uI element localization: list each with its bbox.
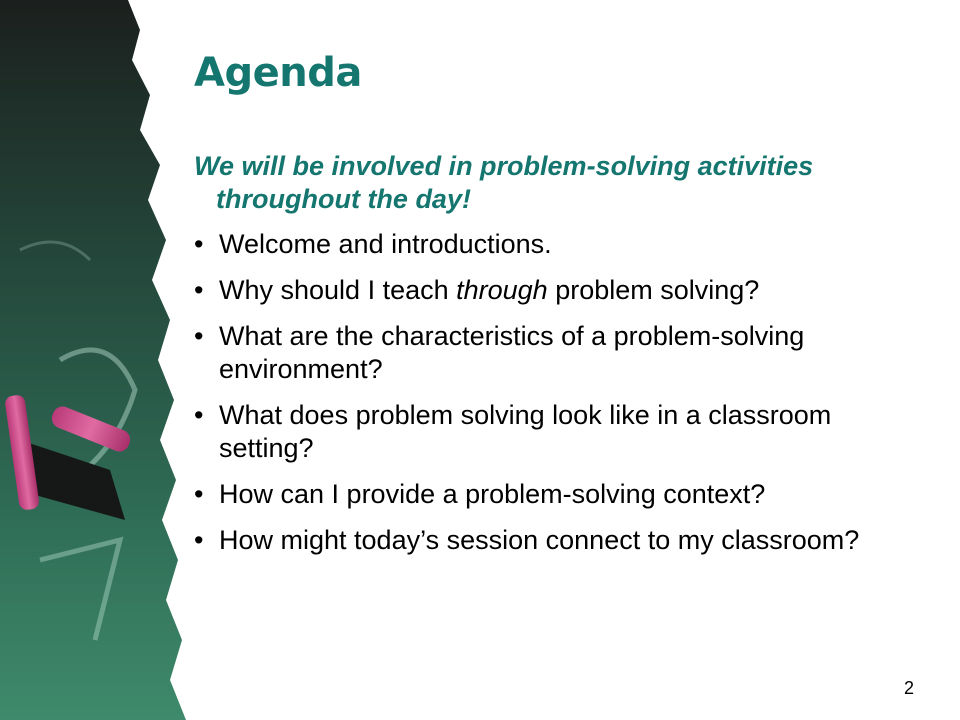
agenda-item-emphasis: through bbox=[456, 275, 548, 305]
agenda-item-connect bbox=[194, 524, 894, 557]
agenda-item-characteristics bbox=[194, 320, 894, 386]
bullet-marker: • bbox=[194, 400, 204, 430]
bullet-marker: • bbox=[194, 321, 204, 351]
bullet-marker: • bbox=[194, 479, 204, 509]
agenda-item-welcome bbox=[194, 228, 894, 261]
intro-text: We will be involved in problem-solving activities throughout the day! bbox=[194, 151, 814, 214]
bullet-marker: • bbox=[194, 275, 204, 305]
agenda-item-text: How can I provide a problem-solving context? bbox=[219, 479, 766, 509]
agenda-list bbox=[194, 228, 894, 557]
page-number: 2 bbox=[903, 678, 914, 698]
bullet-marker: • bbox=[194, 525, 204, 555]
slide-title: Agenda bbox=[194, 50, 362, 96]
bullet-marker: • bbox=[194, 229, 204, 259]
agenda-item-context bbox=[194, 478, 894, 511]
agenda-item-text: What are the characteristics of a problem-solving environment? bbox=[219, 321, 805, 384]
agenda-item-classroom-look bbox=[194, 399, 894, 465]
agenda-item-text: Welcome and introductions. bbox=[219, 229, 552, 259]
agenda-item-why-teach bbox=[194, 274, 894, 307]
agenda-item-text-post: problem solving? bbox=[547, 275, 760, 305]
agenda-content bbox=[194, 150, 894, 570]
agenda-item-text: What does problem solving look like in a classroom setting? bbox=[219, 400, 832, 463]
agenda-item-text: How might today’s session connect to my classroom? bbox=[219, 525, 860, 555]
agenda-item-text-pre: Why should I teach bbox=[219, 275, 457, 305]
